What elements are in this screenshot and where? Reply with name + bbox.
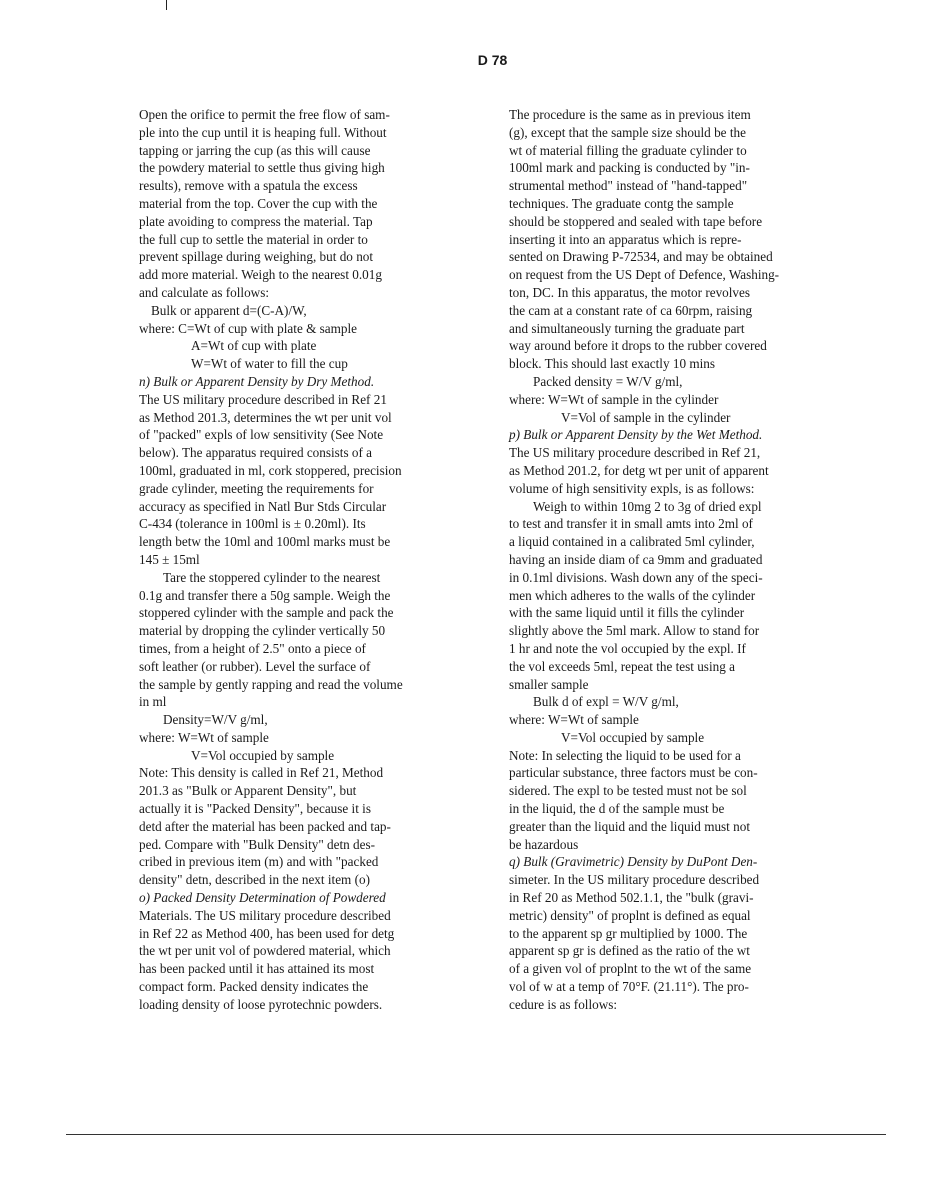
text-line: material from the top. Cover the cup with the: [139, 195, 378, 211]
text-line: p) Bulk or Apparent Density by the Wet Method.: [509, 427, 763, 443]
text-line: smaller sample: [509, 676, 589, 692]
text-line: o) Packed Density Determination of Powdered: [139, 890, 386, 906]
text-line: has been packed until it has attained its most: [139, 961, 375, 977]
text-line: length betw the 10ml and 100ml marks must be: [139, 534, 391, 550]
text-line: of a given vol of proplnt to the wt of the same: [509, 961, 752, 977]
text-line: metric) density" of proplnt is defined as equal: [509, 907, 751, 923]
text-line: 100ml, graduated in ml, cork stoppered, precision: [139, 462, 402, 478]
text-line: Packed density = W/V g/ml,: [533, 373, 683, 389]
text-line: Bulk d of expl = W/V g/ml,: [533, 694, 679, 710]
text-line: Materials. The US military procedure described: [139, 907, 391, 923]
text-line: where: W=Wt of sample: [139, 729, 269, 745]
text-line: on request from the US Dept of Defence, Washing-: [509, 267, 780, 283]
text-line: add more material. Weigh to the nearest 0.01g: [139, 267, 382, 283]
text-line: a liquid contained in a calibrated 5ml cylinder,: [509, 534, 755, 550]
text-line: plate avoiding to compress the material. Tap: [139, 213, 373, 229]
text-line: volume of high sensitivity expls, is as follows:: [509, 480, 755, 496]
text-line: Note: In selecting the liquid to be used for a: [509, 747, 741, 763]
text-line: Density=W/V g/ml,: [163, 712, 268, 728]
text-line: men which adheres to the walls of the cylinder: [509, 587, 756, 603]
text-line: should be stoppered and sealed with tape before: [509, 213, 763, 229]
text-line: as Method 201.3, determines the wt per unit vol: [139, 409, 392, 425]
text-line: as Method 201.2, for detg wt per unit of apparent: [509, 462, 769, 478]
text-line: density" detn, described in the next item (o): [139, 872, 370, 888]
text-line: greater than the liquid and the liquid must not: [509, 818, 750, 834]
text-line: cedure is as follows:: [509, 996, 618, 1012]
text-line: where: W=Wt of sample in the cylinder: [509, 391, 719, 407]
text-line: in 0.1ml divisions. Wash down any of the speci-: [509, 569, 763, 585]
text-line: (g), except that the sample size should be the: [509, 124, 746, 140]
text-line: Open the orifice to permit the free flow of sam-: [139, 107, 390, 122]
text-line: actually it is "Packed Density", because it is: [139, 801, 371, 817]
text-line: ple into the cup until it is heaping full. Without: [139, 124, 387, 140]
text-line: to test and transfer it in small amts into 2ml of: [509, 516, 753, 532]
text-line: 1 hr and note the vol occupied by the expl. If: [509, 640, 746, 656]
text-line: in Ref 22 as Method 400, has been used for detg: [139, 925, 395, 941]
text-line: grade cylinder, meeting the requirements for: [139, 480, 374, 496]
left-column: [139, 106, 467, 1014]
text-line: ton, DC. In this apparatus, the motor revolves: [509, 284, 750, 300]
text-line: and calculate as follows:: [139, 284, 269, 300]
text-line: wt of material filling the graduate cylinder to: [509, 142, 747, 158]
text-line: accuracy as specified in Natl Bur Stds Circular: [139, 498, 387, 514]
text-line: in Ref 20 as Method 502.1.1, the "bulk (gravi-: [509, 890, 754, 906]
text-line: 100ml mark and packing is conducted by "in-: [509, 160, 750, 176]
text-line: Tare the stoppered cylinder to the nearest: [163, 569, 381, 585]
text-line: V=Vol occupied by sample: [561, 729, 705, 745]
text-line: 0.1g and transfer there a 50g sample. Weigh the: [139, 587, 391, 603]
text-line: tapping or jarring the cup (as this will cause: [139, 142, 371, 158]
text-line: 145 ± 15ml: [139, 551, 200, 567]
text-line: C-434 (tolerance in 100ml is ± 0.20ml). Its: [139, 516, 366, 532]
text-line: with the same liquid until it fills the cylinder: [509, 605, 745, 621]
text-line: Note: This density is called in Ref 21, Method: [139, 765, 384, 781]
text-line: V=Vol of sample in the cylinder: [561, 409, 731, 425]
text-line: techniques. The graduate contg the sample: [509, 195, 734, 211]
text-line: sidered. The expl to be tested must not be sol: [509, 783, 747, 799]
text-line: W=Wt of water to fill the cup: [191, 356, 348, 372]
text-line: the full cup to settle the material in order to: [139, 231, 368, 247]
margin-tick-mark: [166, 0, 167, 10]
text-line: V=Vol occupied by sample: [191, 747, 335, 763]
text-line: inserting it into an apparatus which is repre-: [509, 231, 742, 247]
text-line: material by dropping the cylinder vertically 50: [139, 623, 386, 639]
text-line: and simultaneously turning the graduate part: [509, 320, 745, 336]
text-line: in ml: [139, 694, 167, 710]
text-line: n) Bulk or Apparent Density by Dry Method.: [139, 373, 375, 389]
text-line: where: W=Wt of sample: [509, 712, 639, 728]
text-line: slightly above the 5ml mark. Allow to stand for: [509, 623, 760, 639]
text-line: block. This should last exactly 10 mins: [509, 356, 715, 372]
text-line: compact form. Packed density indicates the: [139, 979, 369, 995]
text-line: ped. Compare with "Bulk Density" detn des-: [139, 836, 376, 852]
text-line: vol of w at a temp of 70°F. (21.11°). The pro-: [509, 979, 749, 995]
text-line: way around before it drops to the rubber covered: [509, 338, 767, 354]
text-line: Bulk or apparent d=(C-A)/W,: [151, 302, 307, 318]
text-line: strumental method" instead of "hand-tapped": [509, 178, 748, 194]
text-line: The US military procedure described in Ref 21,: [509, 445, 761, 461]
text-line: where: C=Wt of cup with plate & sample: [139, 320, 358, 336]
text-line: having an inside diam of ca 9mm and graduated: [509, 551, 763, 567]
text-line: cribed in previous item (m) and with "packed: [139, 854, 379, 870]
text-line: sented on Drawing P-72534, and may be obtained: [509, 249, 773, 265]
text-line: the cam at a constant rate of ca 60rpm, raising: [509, 302, 753, 318]
text-line: the powdery material to settle thus giving high: [139, 160, 385, 176]
text-line: times, from a height of 2.5" onto a piece of: [139, 640, 366, 656]
text-line: The US military procedure described in Ref 21: [139, 391, 387, 407]
text-line: below). The apparatus required consists of a: [139, 445, 373, 461]
page-number: D 78: [477, 52, 508, 68]
text-line: apparent sp gr is defined as the ratio of the wt: [509, 943, 750, 959]
text-line: results), remove with a spatula the excess: [139, 178, 358, 194]
footer-rule: [66, 1134, 886, 1135]
text-line: the wt per unit vol of powdered material, which: [139, 943, 391, 959]
text-line: stoppered cylinder with the sample and pack the: [139, 605, 394, 621]
text-line: the sample by gently rapping and read the volume: [139, 676, 403, 692]
text-line: in the liquid, the d of the sample must be: [509, 801, 725, 817]
text-line: prevent spillage during weighing, but do not: [139, 249, 374, 265]
text-line: simeter. In the US military procedure described: [509, 872, 760, 888]
text-line: Weigh to within 10mg 2 to 3g of dried expl: [533, 498, 762, 514]
text-line: particular substance, three factors must be con-: [509, 765, 758, 781]
text-line: The procedure is the same as in previous item: [509, 107, 751, 122]
text-line: 201.3 as "Bulk or Apparent Density", but: [139, 783, 357, 799]
text-line: q) Bulk (Gravimetric) Density by DuPont Den-: [509, 854, 758, 870]
text-line: the vol exceeds 5ml, repeat the test using a: [509, 658, 735, 674]
text-line: be hazardous: [509, 836, 579, 852]
text-line: A=Wt of cup with plate: [191, 338, 317, 354]
text-line: soft leather (or rubber). Level the surface of: [139, 658, 371, 674]
text-line: detd after the material has been packed and tap-: [139, 818, 391, 834]
text-line: to the apparent sp gr multiplied by 1000. The: [509, 925, 748, 941]
text-line: of "packed" expls of low sensitivity (See Note: [139, 427, 384, 443]
right-column: [509, 106, 837, 1014]
text-line: loading density of loose pyrotechnic powders.: [139, 996, 383, 1012]
